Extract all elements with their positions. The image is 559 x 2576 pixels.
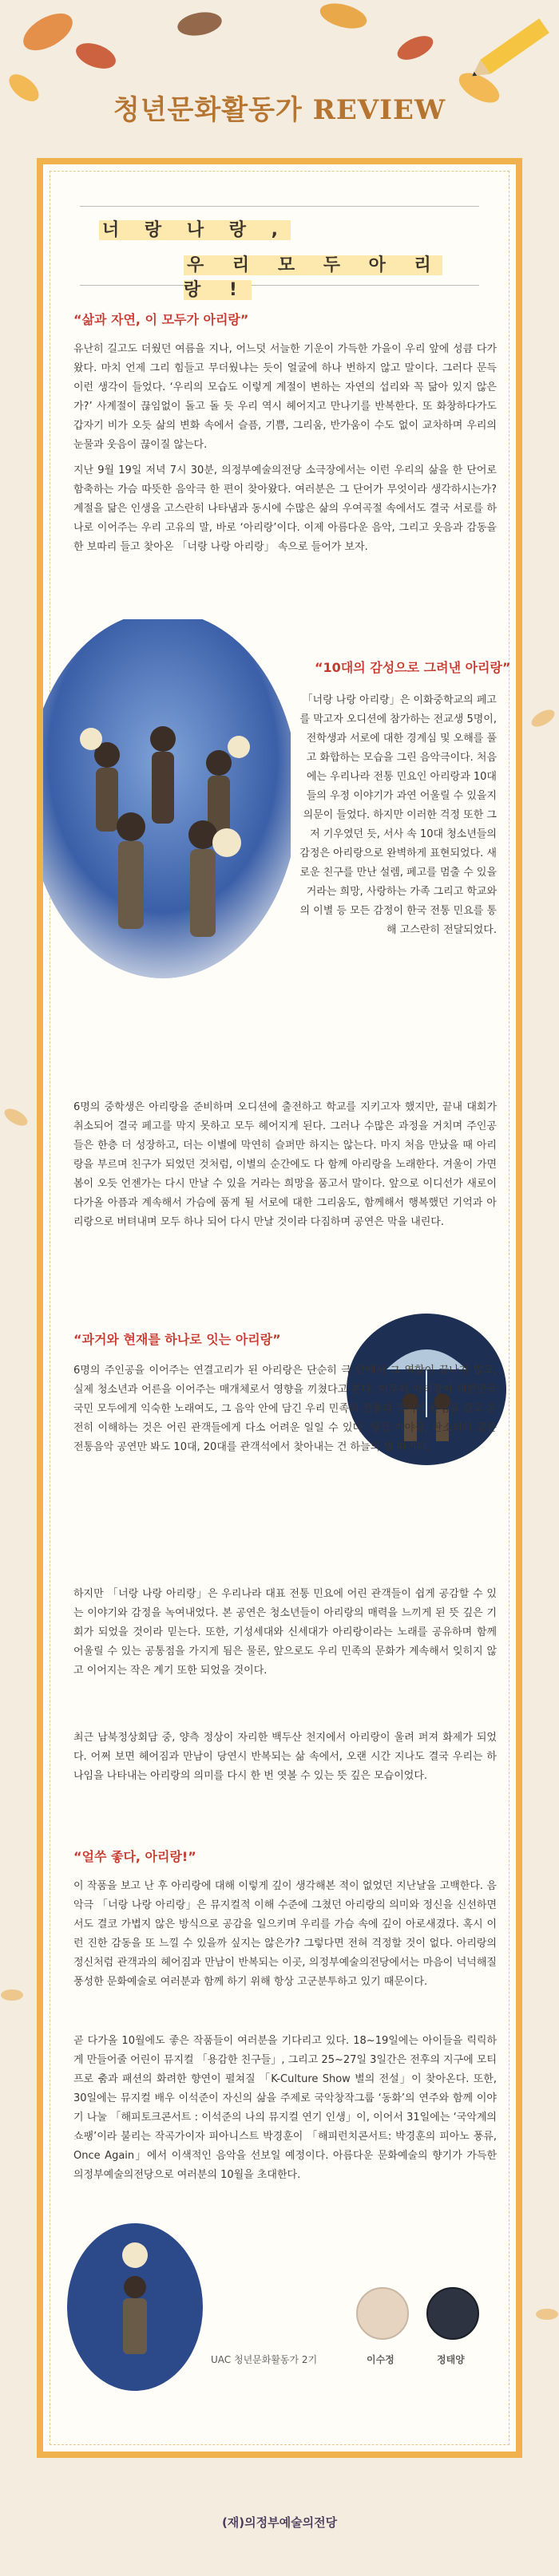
section-heading-2: “10대의 감성으로 그려낸 아리랑”	[315, 660, 511, 675]
section-heading-3: “과거와 현재를 하나로 잇는 아리랑”	[73, 1332, 281, 1347]
subtitle-box	[80, 206, 479, 300]
section-3-paragraph-3: 최근 남북정상회담 중, 양측 정상이 자리한 백두산 천지에서 아리랑이 울려 퍼져 화제가 되었다. 어쩌 보면 헤어짐과 만남이 당연시 반복되는 삶 속에서, 오랜 시간 지나도 결국 우리는 하나임을 나타내는 아리랑의 의미를 다시 한 번 엿볼 수 있는 뜻 깊은 모습이었다.	[73, 1732, 497, 1782]
signature-name-1: 이수정	[367, 2354, 394, 2365]
section-4-paragraph-2: 곧 다가올 10월에도 좋은 작품들이 여러분을 기다리고 있다. 18~19일에는 아이들을 릭릭하게 만들어줄 어린이 뮤지컬 「용감한 친구들」, 그리고 25~27일 3일간은 전후의 지구에 모티프로 춤과 패션의 화려한 향연이 펼쳐질 「K-Culture Show 별의 전설」이 찾아온다. 또한, 30일에는 뮤지컬 배우 이석준이 자신의 삶을 주제로 국악창작그룹 ‘동화’의 연주와 함께 이야기 나눌 「해피토크콘서트 : 이석준의 나의 뮤지컬 연기 인생」이, 이어서 31일에는 ‘국악계의 쇼팽’이라 불리는 작곡가이자 피아니스트 박경훈이 「해피런치콘서트: 박경훈의 피아노 풍류, Once Again」에서 이색적인 음악을 선보일 예정이다. 아름다운 문화예술의 향기가 가득한 의정부예술의전당으로 여러분의 10월을 초대한다.	[73, 2035, 497, 2181]
page-title: 청년문화활동가 REVIEW	[113, 94, 446, 126]
section-4-paragraph-1: 이 작품을 보고 난 후 아리랑에 대해 이렇게 깊이 생각해본 적이 없었던 지난날을 고백한다. 음악극 「너랑 나랑 아리랑」은 뮤지컬적 이해 수준에 그쳤던 아리랑의 의미와 정신을 신선하면서도 결코 가볍지 않은 방식으로 공감을 일으키며 우리를 가슴 속에 깊이 아로새겼다. 혹시 이런 진한 감동을 또 느낄 수 있을까 싶지는 않은가? 그렇다면 전혀 걱정할 것이 없다. 아리랑의 정신처럼 관객과의 헤어짐과 만남이 반복되는 이곳, 의정부예술의전당에서는 마음이 넉넉해질 풍성한 문화예술로 여러분과 함께 하기 위해 항상 고군분투하고 있기 때문이다.	[73, 1880, 497, 1988]
footer-logo	[0, 2514, 559, 2531]
section-heading-1: “삶과 자연, 이 모두가 아리랑”	[73, 312, 249, 327]
section-3-paragraph-2: 하지만 「너랑 나랑 아리랑」은 우리나라 대표 전통 민요에 어린 관객들이 쉽게 공감할 수 있는 이야기와 감정을 녹여내었다. 본 공연은 청소년들이 아리랑의 매력을 느끼게 된 뜻 깊은 기회가 되었을 것이라 믿는다. 또한, 기성세대와 신세대가 아리랑이라는 노래를 공유하며 함께 어울릴 수 있는 공통점을 가지게 됨은 물론, 앞으로도 우리 민족의 문화가 계속해서 잊히지 않고 이어지는 작은 계기 또한 되었을 것이다.	[73, 1588, 497, 1677]
subtitle-line2: 우 리 모 두 아 리 랑 !	[184, 255, 442, 300]
section-1-paragraph-1: 유난히 길고도 더웠던 여름을 지나, 어느덧 서늘한 기운이 가득한 가을이 우리 앞에 성큼 다가왔다. 마치 언제 그리 힘들고 무더웠냐는 듯이 얼굴에 하나 번하지 않고 말이다. 그러다 문득 이런 생각이 들었다. ‘우리의 모습도 이렇게 계절이 변하는 자연의 섭리와 꼭 닮아 있지 않은가?’ 사계절이 끊임없이 돌고 돌 듯 우리 역시 헤어지고 만나기를 반복한다. 또 화창하다가도 갑자기 비가 오듯 삶의 변화 속에서 슬픔, 기쁨, 그리움, 반가움이 수도 없이 교차하며 우리의 눈물과 웃음이 끊이질 않는다.	[73, 343, 497, 451]
signature-group: UAC 청년문화활동가 2기	[211, 2354, 318, 2365]
avatar-2	[426, 2287, 479, 2340]
section-2-paragraph-1: 「너랑 나랑 아리랑」은 이화중학교의 페고를 막고자 오디션에 참가하는 전교생 5명이, 전학생과 서로에 대한 경계심 및 오해를 풀고 화합하는 모습을 그린 음악극이다. 처음에는 우리나라 전통 민요인 아리랑과 10대들의 우정 이야기가 과연 어울릴 수 있을지 의문이 들었다. 하지만 이러한 걱정 또한 그저 기우였던 듯, 서사 속 10대 청소년들의 감정은 아리랑으로 완벽하게 표현되었다. 새로운 친구를 만난 설렘, 페고를 멈출 수 있을 거라는 희망, 사랑하는 가족 그리고 학교와의 이별 등 모든 감정이 한국 전통 민요를 통해 고스란히 전달되었다.	[299, 694, 497, 936]
subtitle-line1: 너 랑 나 랑 ,	[99, 216, 291, 241]
content-frame	[37, 158, 522, 2458]
section-2-paragraph-2: 6명의 중학생은 아리랑을 준비하며 오디션에 출전하고 학교를 지키고자 했지만, 끝내 대회가 취소되어 결국 페고를 막지 못하고 모두 헤어지게 된다. 그러나 수많은 과정을 거치며 주인공들은 한층 더 성장하고, 더는 이별에 막연히 슬퍼만 하지는 않는다. 마지 처음 만났을 때 아리랑을 부르며 친구가 되었던 것처럼, 이별의 순간에도 다 함께 아리랑을 노래한다. 겨울이 가면 봄이 오듯 언젠가는 다시 만날 수 있을 거라는 희망을 품고서 말이다. 앞으로 이디선가 새로이 다가올 아픔과 계속해서 가슴에 품게 될 서로에 대한 그리움도, 함께해서 행복했던 기억과 아리랑으로 버텨내며 모두 하나 되어 다시 만날 것이라 다짐하며 공연은 막을 내린다.	[73, 1101, 497, 1228]
section-heading-4: “얼쑤 좋다, 아리랑!”	[73, 1849, 196, 1864]
section-3-paragraph-1: 6명의 주인공을 이어주는 연결고리가 된 아리랑은 단순히 극 안에서 그 역할이 끝나지 않고, 실제 청소년과 어른을 이어주는 매개체로서 영향을 끼쳤다고 본다. 아무리 아리랑이 대한민국 국민 모두에게 익숙한 노래여도, 그 음악 안에 담긴 우리 민족의 전통과 정서에 관심을 갖고 온전히 이해하는 것은 어린 관객들에게 다소 어려운 일일 수 있다. 당장 가야금, 판소리와 같은 전통음악 공연만 봐도 10대, 20대를 관객석에서 찾아내는 건 하늘의 별 따기다.	[73, 1365, 497, 1453]
performance-photo-cast	[43, 619, 291, 986]
signature-name-2: 정태양	[437, 2354, 465, 2365]
organization-name: (재)의정부예술의전당	[221, 2515, 338, 2530]
header	[0, 0, 559, 168]
performance-photo-solo	[67, 2223, 203, 2391]
section-1-paragraph-2: 지난 9월 19일 저녁 7시 30분, 의정부예술의전당 소극장에서는 이런 우리의 삶을 한 단어로 함축하는 가슴 따뜻한 음악극 한 편이 찾아왔다. 여러분은 그 단어가 무엇이라 생각하시는가? 계절을 닮은 인생을 고스란히 나타냄과 동시에 수많은 삶의 우여곡절 속에서도 결국 서로를 하나로 이어주는 우리 고유의 말, 바로 ‘아리랑’이다. 이제 아름다운 음악, 그리고 웃음과 감동을 한 보따리 들고 찾아온 「너랑 나랑 아리랑」 속으로 들어가 보자.	[73, 464, 497, 553]
avatar-1	[356, 2287, 409, 2340]
